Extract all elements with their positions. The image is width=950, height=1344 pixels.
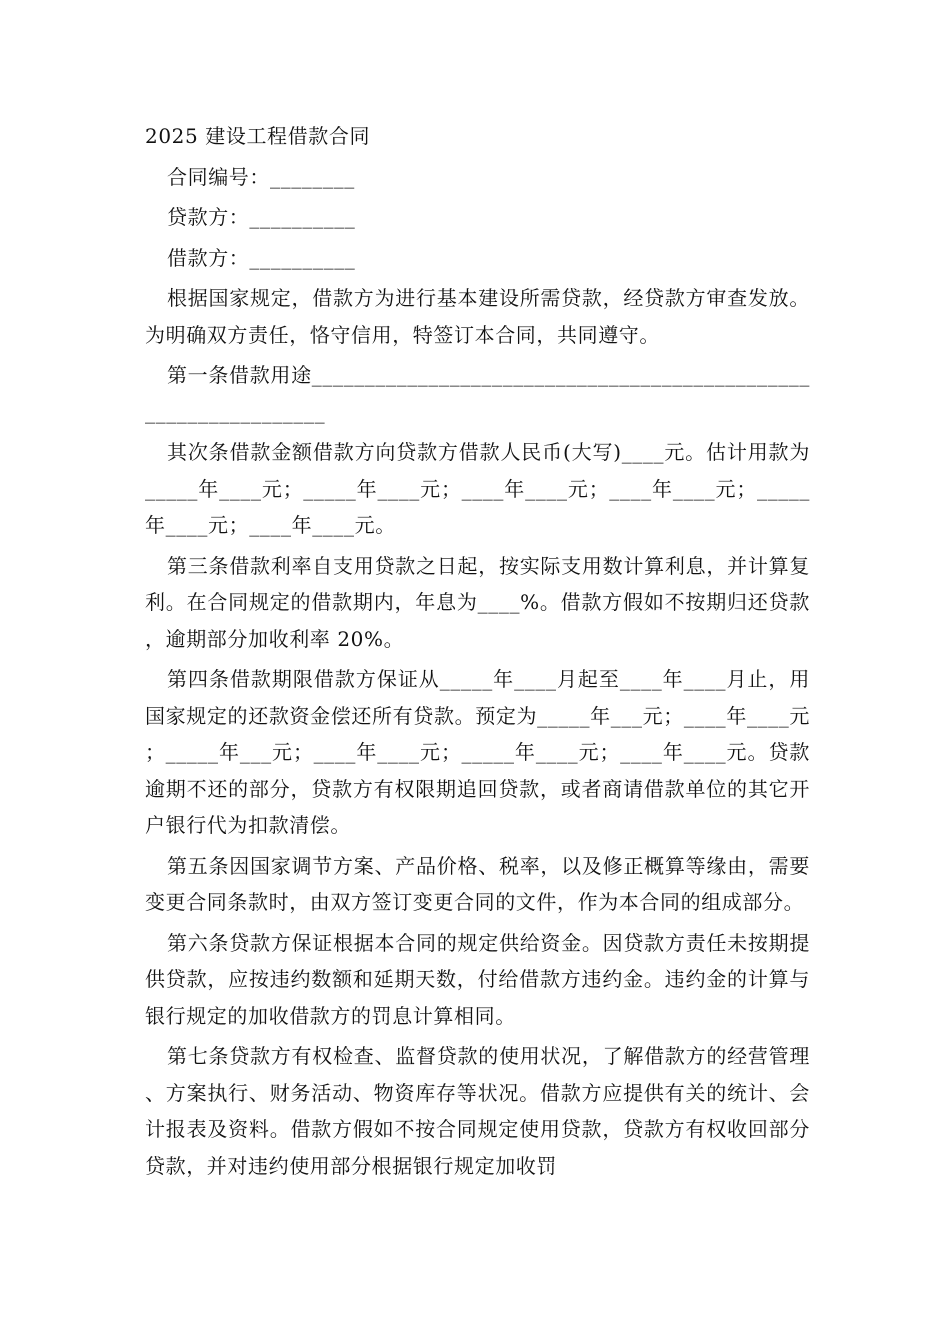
article-2-paragraph: 其次条借款金额借款方向贷款方借款人民币(大写)____元。估计用款为_____年____元；_____年____元；____年____元；____年____元；_____年____元；____年____元。 [145, 440, 810, 537]
document-body [145, 118, 810, 1188]
article-6-paragraph: 第六条贷款方保证根据本合同的规定供给资金。因贷款方责任未按期提供贷款，应按违约数额和延期天数，付给借款方违约金。违约金的计算与银行规定的加收借款方的罚息计算相同。 [145, 930, 810, 1028]
article-4-paragraph: 第四条借款期限借款方保证从_____年____月起至____年____月止，用国家规定的还款资金偿还所有贷款。预定为_____年___元；____年____元；_____年___元；____年____元；_____年____元；____年____元。贷款逾期不还的部分，贷款方有权限期追回贷款，或者商请借款单位的其它开户银行代为扣款清偿。 [145, 667, 810, 837]
borrower-line: 借款方：__________ [167, 245, 356, 270]
preamble-paragraph: 根据国家规定，借款方为进行基本建设所需贷款，经贷款方审查发放。为明确双方责任，恪守信用，特签订本合同，共同遵守。 [145, 286, 810, 347]
article-3-paragraph: 第三条借款利率自支用贷款之日起，按实际支用数计算利息，并计算复利。在合同规定的借款期内，年息为____%。借款方假如不按期归还贷款，逾期部分加收利率 20%。 [145, 553, 810, 651]
article-7-paragraph: 第七条贷款方有权检查、监督贷款的使用状况，了解借款方的经营管理、方案执行、财务活动、物资库存等状况。借款方应提供有关的统计、会计报表及资料。借款方假如不按合同规定使用贷款，贷款方有权收回部分贷款，并对违约使用部分根据银行规定加收罚 [145, 1044, 810, 1178]
lender-line: 贷款方：__________ [167, 205, 356, 229]
article-5-paragraph: 第五条因国家调节方案、产品价格、税率，以及修正概算等缘由，需要变更合同条款时，由双方签订变更合同的文件，作为本合同的组成部分。 [145, 853, 810, 914]
document-title: 2025 建设工程借款合同 [145, 124, 371, 148]
article-1-paragraph: 第一条借款用途________________________________________________________________ [145, 363, 810, 424]
contract-number-line: 合同编号：________ [167, 164, 355, 189]
